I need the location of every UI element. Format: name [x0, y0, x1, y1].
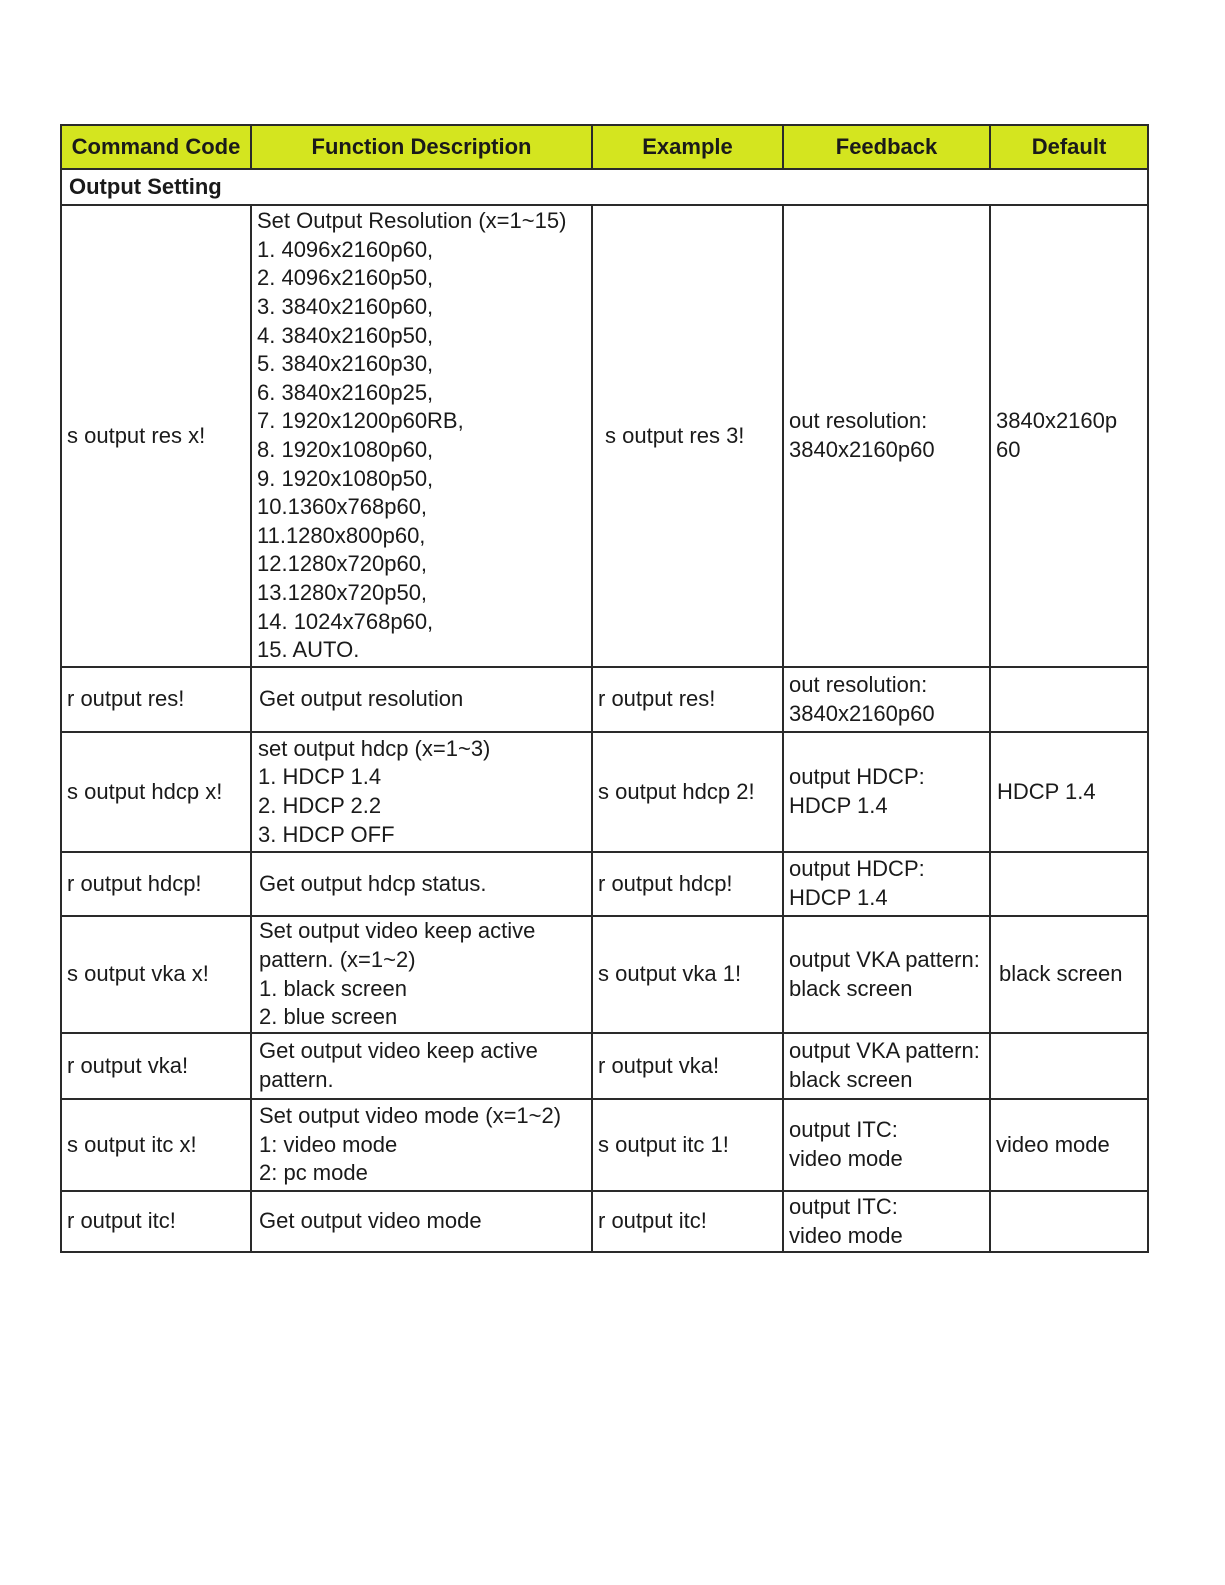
table-row [61, 916, 1148, 1033]
header-command-code: Command Code [61, 125, 251, 169]
default-cell [990, 852, 1148, 916]
example-cell: s output hdcp 2! [592, 732, 783, 852]
header-default: Default [990, 125, 1148, 169]
feedback-cell: output HDCP: HDCP 1.4 [783, 732, 990, 852]
default-cell: HDCP 1.4 [990, 732, 1148, 852]
header-feedback: Feedback [783, 125, 990, 169]
example-cell: r output vka! [592, 1033, 783, 1099]
default-cell: video mode [990, 1099, 1148, 1191]
example-cell: r output hdcp! [592, 852, 783, 916]
example-cell: r output res! [592, 667, 783, 732]
description-cell: Set Output Resolution (x=1~15) 1. 4096x2160p60, 2. 4096x2160p50, 3. 3840x2160p60, 4. 3840x2160p50, 5. 3840x2160p30, 6. 3840x2160p25, 7. 1920x1200p60RB, 8. 1920x1080p60, 9. 1920x1080p50, 10.1360x768p60, 11.1280x800p60, 12.1280x720p60, 13.1280x720p50, 14. 1024x768p60, 15. AUTO. [251, 205, 592, 667]
command-cell: s output itc x! [61, 1099, 251, 1191]
feedback-cell: output ITC: video mode [783, 1191, 990, 1252]
feedback-cell: out resolution: 3840x2160p60 [783, 205, 990, 667]
description-cell: Set output video keep active pattern. (x=1~2) 1. black screen 2. blue screen [251, 916, 592, 1033]
command-cell: r output vka! [61, 1033, 251, 1099]
description-cell: set output hdcp (x=1~3) 1. HDCP 1.4 2. HDCP 2.2 3. HDCP OFF [251, 732, 592, 852]
header-function-description: Function Description [251, 125, 592, 169]
command-cell: r output itc! [61, 1191, 251, 1252]
default-cell: black screen [990, 916, 1148, 1033]
section-row [61, 169, 1148, 205]
table-header-row [61, 125, 1148, 169]
description-cell: Get output video keep active pattern. [251, 1033, 592, 1099]
description-cell: Set output video mode (x=1~2) 1: video mode 2: pc mode [251, 1099, 592, 1191]
default-cell [990, 1033, 1148, 1099]
command-cell: s output res x! [61, 205, 251, 667]
description-cell: Get output hdcp status. [251, 852, 592, 916]
command-cell: r output res! [61, 667, 251, 732]
example-cell: r output itc! [592, 1191, 783, 1252]
feedback-cell: out resolution: 3840x2160p60 [783, 667, 990, 732]
feedback-cell: output ITC: video mode [783, 1099, 990, 1191]
description-cell: Get output resolution [251, 667, 592, 732]
command-table [60, 124, 1149, 1253]
table-row [61, 1191, 1148, 1252]
feedback-cell: output VKA pattern: black screen [783, 916, 990, 1033]
example-cell: s output vka 1! [592, 916, 783, 1033]
feedback-cell: output VKA pattern: black screen [783, 1033, 990, 1099]
header-example: Example [592, 125, 783, 169]
table-row [61, 1099, 1148, 1191]
feedback-cell: output HDCP: HDCP 1.4 [783, 852, 990, 916]
command-cell: s output hdcp x! [61, 732, 251, 852]
default-cell [990, 667, 1148, 732]
default-cell [990, 1191, 1148, 1252]
example-cell: s output itc 1! [592, 1099, 783, 1191]
section-title: Output Setting [61, 169, 1148, 205]
description-cell: Get output video mode [251, 1191, 592, 1252]
table-row [61, 852, 1148, 916]
command-cell: s output vka x! [61, 916, 251, 1033]
example-cell: s output res 3! [592, 205, 783, 667]
table-row [61, 732, 1148, 852]
default-cell: 3840x2160p 60 [990, 205, 1148, 667]
command-cell: r output hdcp! [61, 852, 251, 916]
table-row [61, 1033, 1148, 1099]
table-row [61, 667, 1148, 732]
table-row [61, 205, 1148, 667]
